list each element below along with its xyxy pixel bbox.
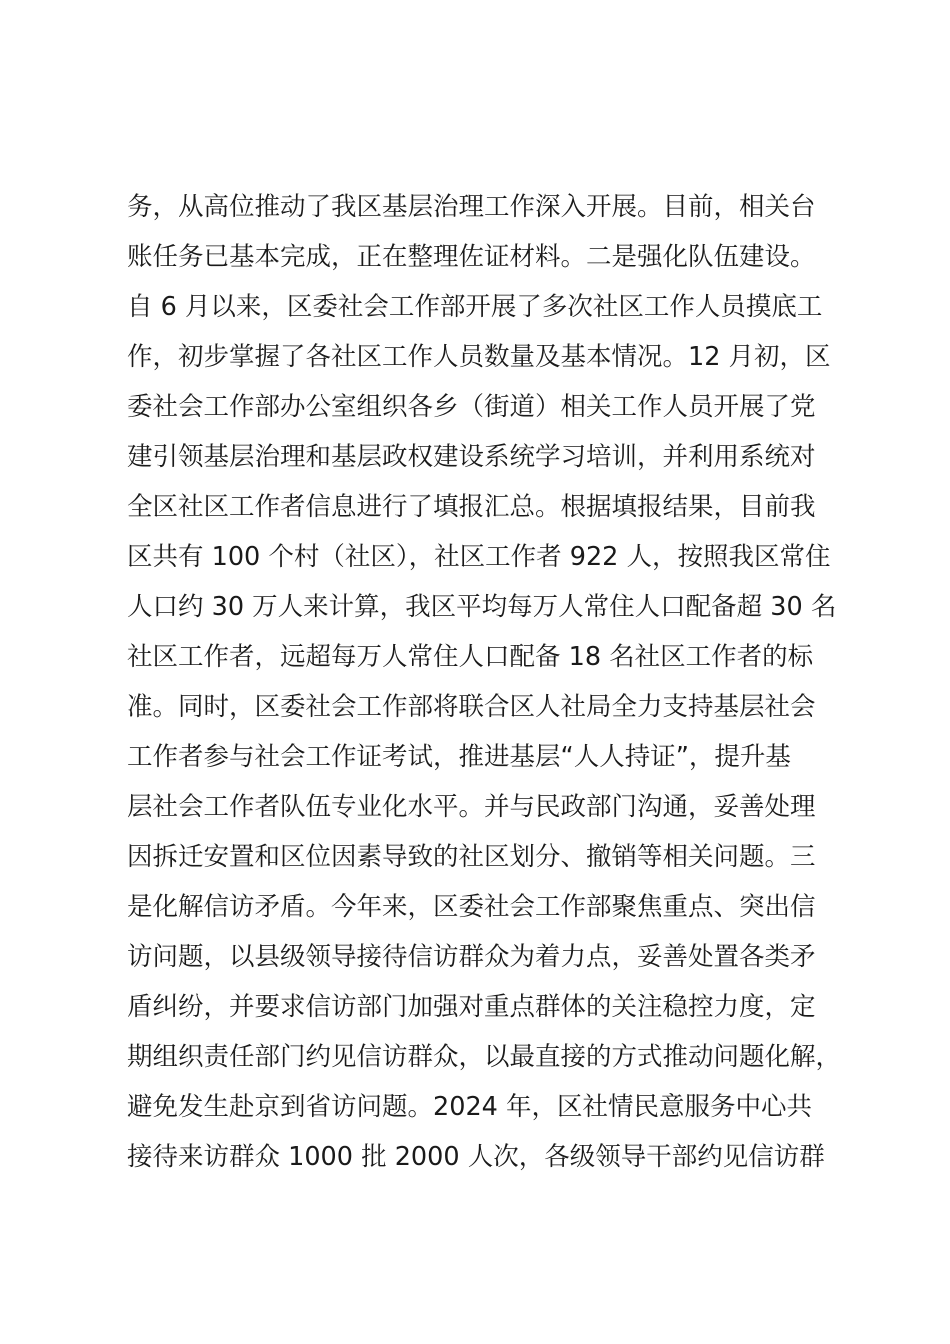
text-line: 自 6 月以来，区委社会工作部开展了多次社区工作人员摸底工 — [127, 292, 823, 322]
text-line: 盾纠纷，并要求信访部门加强对重点群体的关注稳控力度，定 — [127, 992, 816, 1022]
text-line: 账任务已基本完成，正在整理佐证材料。二是强化队伍建设。 — [127, 242, 816, 272]
body-paragraph — [127, 182, 847, 1182]
text-line: 准。同时，区委社会工作部将联合区人社局全力支持基层社会 — [127, 692, 816, 722]
text-line: 全区社区工作者信息进行了填报汇总。根据填报结果，目前我 — [127, 492, 816, 522]
text-line: 避免发生赴京到省访问题。2024 年，区社情民意服务中心共 — [127, 1092, 813, 1122]
text-line: 工作者参与社会工作证考试，推进基层“人人持证”，提升基 — [127, 742, 791, 772]
text-line: 是化解信访矛盾。今年来，区委社会工作部聚焦重点、突出信 — [127, 892, 816, 922]
text-line: 区共有 100 个村（社区），社区工作者 922 人，按照我区常住 — [127, 542, 831, 572]
text-line: 层社会工作者队伍专业化水平。并与民政部门沟通，妥善处理 — [127, 792, 816, 822]
text-line: 人口约 30 万人来计算，我区平均每万人常住人口配备超 30 名 — [127, 592, 837, 622]
text-line: 期组织责任部门约见信访群众，以最直接的方式推动问题化解， — [127, 1042, 842, 1072]
text-line: 建引领基层治理和基层政权建设系统学习培训，并利用系统对 — [127, 442, 816, 472]
text-line: 接待来访群众 1000 批 2000 人次，各级领导干部约见信访群 — [127, 1142, 825, 1172]
text-line: 务，从高位推动了我区基层治理工作深入开展。目前，相关台 — [127, 192, 816, 222]
text-line: 访问题，以县级领导接待信访群众为着力点，妥善处置各类矛 — [127, 942, 816, 972]
text-line: 作，初步掌握了各社区工作人员数量及基本情况。12 月初，区 — [127, 342, 831, 372]
text-line: 社区工作者，远超每万人常住人口配备 18 名社区工作者的标 — [127, 642, 814, 672]
text-line: 因拆迁安置和区位因素导致的社区划分、撤销等相关问题。三 — [127, 842, 816, 872]
text-line: 委社会工作部办公室组织各乡（街道）相关工作人员开展了党 — [127, 392, 816, 422]
